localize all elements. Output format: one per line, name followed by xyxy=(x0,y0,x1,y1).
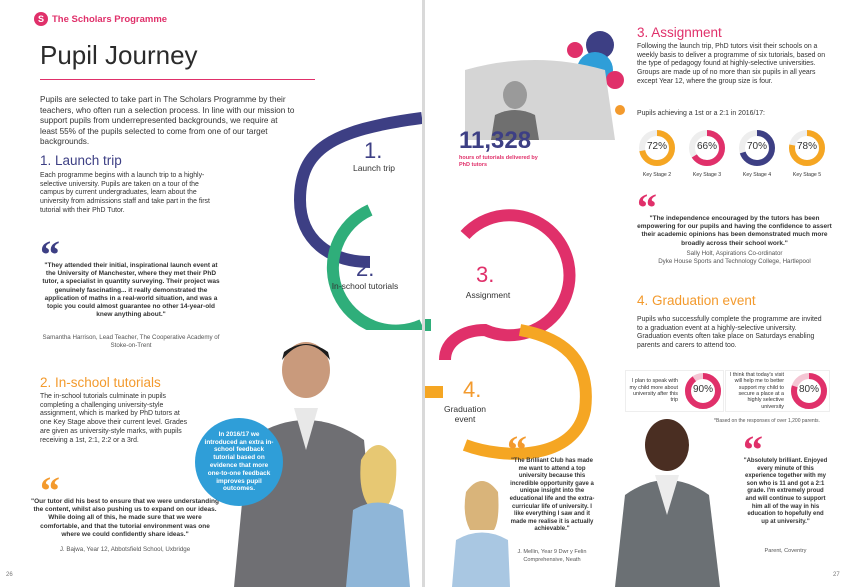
graduation-quote-2-attribution: Parent, Coventry xyxy=(764,548,807,554)
parent-stat-2-text: I think that today's visit will help me to better support my child to secure a place at a highly selective university xyxy=(729,371,784,410)
hours-stat-value: 11,328 xyxy=(459,127,532,154)
right-page xyxy=(425,0,847,587)
section-tutorials-body: The in-school tutorials culminate in pupils completing a challenging university-style assignment, which is marked by PhD tutors at one Key Stage above their current level. Grades are given as university-style marks, with pupils receiving a 1st, 2:1, 2:2 or a 3rd. xyxy=(40,393,188,444)
feedback-callout: In 2016/17 we introduced an extra in-school feedback tutorial based on evidence that more one-to-one feedback improves pupil outcomes. xyxy=(195,418,283,506)
key-stage-ring-value: 70% xyxy=(746,141,767,152)
page-number-right: 27 xyxy=(833,572,840,578)
timeline-step3-number: 3. xyxy=(476,262,495,287)
key-stage-ring xyxy=(637,128,677,168)
section-graduation-body: Pupils who successfully complete the programme are invited to a graduation event at a highly-selective university. Graduation events often take place on Saturdays enabling parents and carers to attend too. xyxy=(637,316,822,350)
graduation-quote-2: "Absolutely brilliant. Enjoyed every minute of this experience together with my son who is 11 and got a 2:1 grade. I'm extremely proud and will continue to support him all of the way in his education to hopefully end up at university." xyxy=(743,458,828,525)
section-tutorials-heading: 2. In-school tutorials xyxy=(40,375,161,390)
assignment-attribution-name: Sally Holt, Aspirations Co-ordinator xyxy=(686,250,783,257)
launch-quote-attribution: Samantha Harrison, Lead Teacher, The Cooperative Academy of Stoke-on-Trent xyxy=(42,334,220,349)
section-assignment-heading: 3. Assignment xyxy=(637,25,722,40)
tutorials-quote-attribution: J. Bajwa, Year 12, Abbotsfield School, Uxbridge xyxy=(59,546,191,553)
graduation-quote-1-attribution: J. Mellin, Year 9 Dwr y Felin Comprehensive, Neath xyxy=(517,549,587,563)
section-launch-body: Each programme begins with a launch trip to a highly-selective university. Pupils are taken on a tour of the campus by current undergraduates, learn about the university from admissions staff and take part in the first tutorial with their PhD Tutor. xyxy=(40,172,210,214)
left-page xyxy=(0,0,422,587)
timeline-step1-number: 1. xyxy=(364,138,383,163)
pupil-boy-photo xyxy=(595,405,740,587)
key-stage-ring-label: Key Stage 3 xyxy=(692,172,722,178)
page-number-left: 26 xyxy=(6,572,13,578)
intro-paragraph: Pupils are selected to take part in The Scholars Programme by their teachers, who often run a selection process. In line with our mission to support pupils from underrepresented backgrounds, we require at least 55% of the pupils selected to come from one of our target backgrounds. xyxy=(40,95,295,146)
parent-stat-2-ring xyxy=(789,371,829,411)
key-stage-ring xyxy=(787,128,827,168)
timeline-arc-navy xyxy=(300,118,422,262)
section-graduation-heading: 4. Graduation event xyxy=(637,293,756,308)
key-stage-ring-label: Key Stage 4 xyxy=(742,172,772,178)
quote-mark-icon: “ xyxy=(40,468,60,513)
scholars-logo-icon: S xyxy=(34,12,48,26)
graduation-quote-1: "The Brilliant Club has made me want to attend a top university because this incredible opportunity gave a unique insight into the educational life and the extra-curricular life of university. I like everything I saw and it made me realise it is actually achievable." xyxy=(509,458,595,533)
brand-name: The Scholars Programme xyxy=(52,13,168,25)
hours-stat-caption: hours of tutorials delivered by PhD tutors xyxy=(459,155,538,168)
section-assignment-body: Following the launch trip, PhD tutors visit their schools on a weekly basis to deliver a programme of six tutorials, based on the type of pedagogy found at highly-selective universities. Groups are made up of no more than six pupils in all years except Year 12, where the group size is four. xyxy=(637,43,826,85)
timeline-step4-number: 4. xyxy=(463,377,482,402)
parent-stat-1-value: 90% xyxy=(692,384,713,395)
assignment-quote: "The independence encouraged by the tutors has been empowering for our pupils and having the confidence to assert their academic opinions has been demonstrated much more broadly across their school work." xyxy=(637,215,832,247)
key-stage-ring xyxy=(737,128,777,168)
parent-stat-2 xyxy=(725,370,830,412)
quote-mark-icon: “ xyxy=(507,427,527,472)
key-stage-ring-value: 66% xyxy=(696,141,717,152)
timeline-step2-label: In-school tutorials xyxy=(331,281,399,291)
page-title: Pupil Journey xyxy=(40,40,198,70)
key-stage-ring-value: 72% xyxy=(646,141,667,152)
timeline-step4-label: Graduation event xyxy=(443,404,487,424)
section-launch-heading: 1. Launch trip xyxy=(40,153,122,168)
timeline-step2-number: 2. xyxy=(356,256,375,281)
quote-mark-icon: “ xyxy=(743,427,763,472)
key-stage-ring-label: Key Stage 2 xyxy=(642,172,672,178)
timeline-arc-green xyxy=(333,210,422,331)
parent-stat-footnote: *Based on the responses of over 1,200 parents. xyxy=(714,418,820,424)
launch-quote: "They attended their initial, inspirational launch event at the University of Manchester, where they met their PhD tutor, a specialist in quantity surveying. Their project was genuinely fascinating... it really demonstrated the application of maths in a real-world situation, and was a topic you could almost guarantee no other 14-year-old knew anything about." xyxy=(42,262,220,319)
rings-title: Pupils achieving a 1st or a 2:1 in 2016/17: xyxy=(637,110,765,117)
key-stage-ring-label: Key Stage 5 xyxy=(792,172,822,178)
timeline-step1-label: Launch trip xyxy=(352,163,396,173)
timeline-step3-label: Assignment xyxy=(465,290,511,300)
quote-mark-icon: “ xyxy=(637,185,657,230)
quote-mark-icon: “ xyxy=(40,232,60,277)
key-stage-ring xyxy=(687,128,727,168)
parent-stat-2-value: 80% xyxy=(798,384,819,395)
key-stage-ring-value: 78% xyxy=(796,141,817,152)
parent-stat-1-text: I plan to speak with my child more about university after this trip xyxy=(629,378,678,404)
tutorials-quote: "Our tutor did his best to ensure that we were understanding the content, whilst also pushing us to expand on our ideas. While doing all of this, he made sure that we were comfortable, and that the tutorial environment was one where we could confidently share ideas." xyxy=(31,498,219,538)
pupil-girl-photo xyxy=(450,470,510,587)
assignment-attribution-school: Dyke House Sports and Technology College, Hartlepool xyxy=(658,258,811,265)
